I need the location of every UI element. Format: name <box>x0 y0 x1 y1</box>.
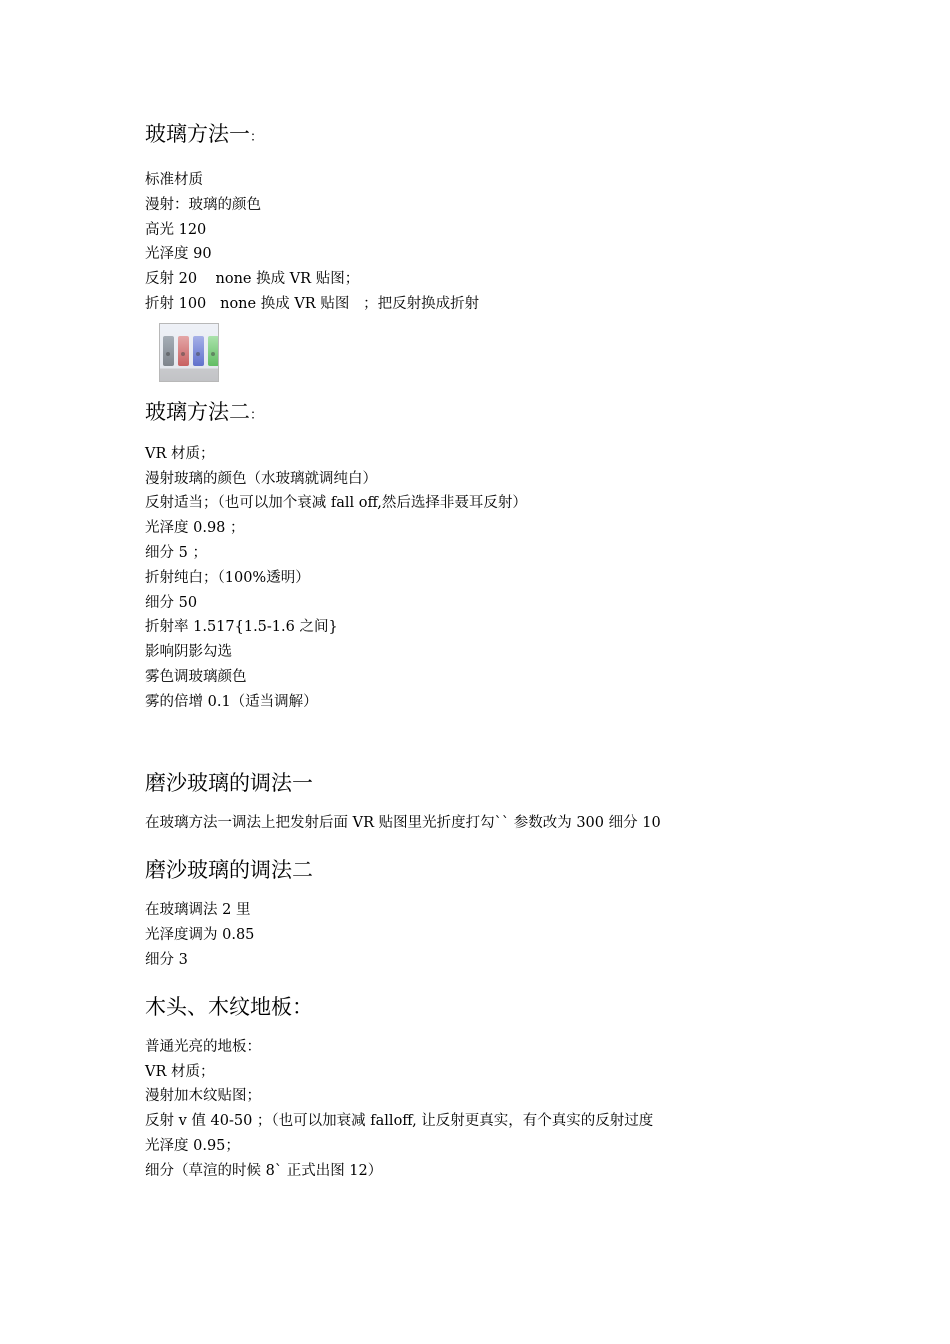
glass-gray-icon <box>163 336 174 366</box>
text-line: 漫射：玻璃的颜色 <box>145 196 261 213</box>
frosted-glass-1-lines <box>145 811 825 836</box>
heading-punct: ： <box>250 130 264 145</box>
text-line: 细分 50 <box>145 594 198 611</box>
text-line: 反射 20 none 换成 VR 贴图； <box>145 271 360 288</box>
heading-glass-method-2 <box>145 396 825 432</box>
text-line: 光泽度 90 <box>145 246 212 263</box>
text-line: 标准材质 <box>145 172 203 188</box>
glass-method-2-lines <box>145 442 825 715</box>
text-line: 细分（草渲的时候 8` 正式出图 12） <box>145 1162 383 1179</box>
heading-frosted-glass-2 <box>145 854 825 886</box>
heading-text: 木头、木纹地板： <box>145 994 313 1019</box>
heading-punct: ： <box>250 407 264 423</box>
text-line: 普通光亮的地板： <box>145 1038 261 1055</box>
text-line: 雾的倍增 0.1（适当调解） <box>145 693 318 710</box>
heading-wood-floor <box>145 991 825 1023</box>
text-line: 折射率 1.517{1.5-1.6 之间} <box>145 619 338 636</box>
glass-method-1-lines <box>145 168 825 317</box>
text-line: 细分 5 ； <box>145 544 207 561</box>
glass-material-preview-icon <box>159 323 219 382</box>
heading-text: 磨沙玻璃的调法二 <box>145 858 313 883</box>
text-line: 雾色调玻璃颜色 <box>145 668 247 685</box>
glass-blue-icon <box>193 336 204 366</box>
heading-text: 玻璃方法二 <box>145 399 250 424</box>
heading-text: 玻璃方法一 <box>145 122 250 146</box>
text-line: VR 材质； <box>145 1063 215 1080</box>
heading-frosted-glass-1 <box>145 767 825 799</box>
text-line: 漫射玻璃的颜色（水玻璃就调纯白） <box>145 470 377 487</box>
frosted-glass-2-lines <box>145 898 825 972</box>
text-line: 光泽度 0.98 ； <box>145 520 245 537</box>
text-line: 高光 120 <box>145 221 207 238</box>
document-content <box>145 118 825 1184</box>
wood-floor-lines <box>145 1035 825 1184</box>
text-line: 折射 100 none 换成 VR 贴图 ；把反射换成折射 <box>145 295 480 312</box>
text-line: 细分 3 <box>145 951 188 968</box>
text-line: VR 材质； <box>145 445 215 462</box>
text-line: 光泽度调为 0.85 <box>145 927 255 944</box>
text-line: 在玻璃调法 2 里 <box>145 902 251 919</box>
heading-glass-method-1 <box>145 118 825 154</box>
text-line: 光泽度 0.95； <box>145 1137 240 1154</box>
text-line: 在玻璃方法一调法上把发射后面 VR 贴图里光折度打勾`` 参数改为 300 细分 10 <box>145 814 661 831</box>
heading-text: 磨沙玻璃的调法一 <box>145 770 313 795</box>
text-line: 反射适当；（也可以加个衰减 fall off,然后选择非聂耳反射） <box>145 495 527 512</box>
text-line: 漫射加木纹贴图； <box>145 1088 261 1105</box>
text-line: 折射纯白；（100%透明） <box>145 569 310 586</box>
glass-red-icon <box>178 336 189 366</box>
glass-green-icon <box>208 336 219 366</box>
text-line: 影响阴影勾选 <box>145 644 232 661</box>
text-line: 反射 v 值 40-50 ；（也可以加衰减 falloff, 让反射更真实，有个真实的反射过度 <box>145 1113 654 1130</box>
